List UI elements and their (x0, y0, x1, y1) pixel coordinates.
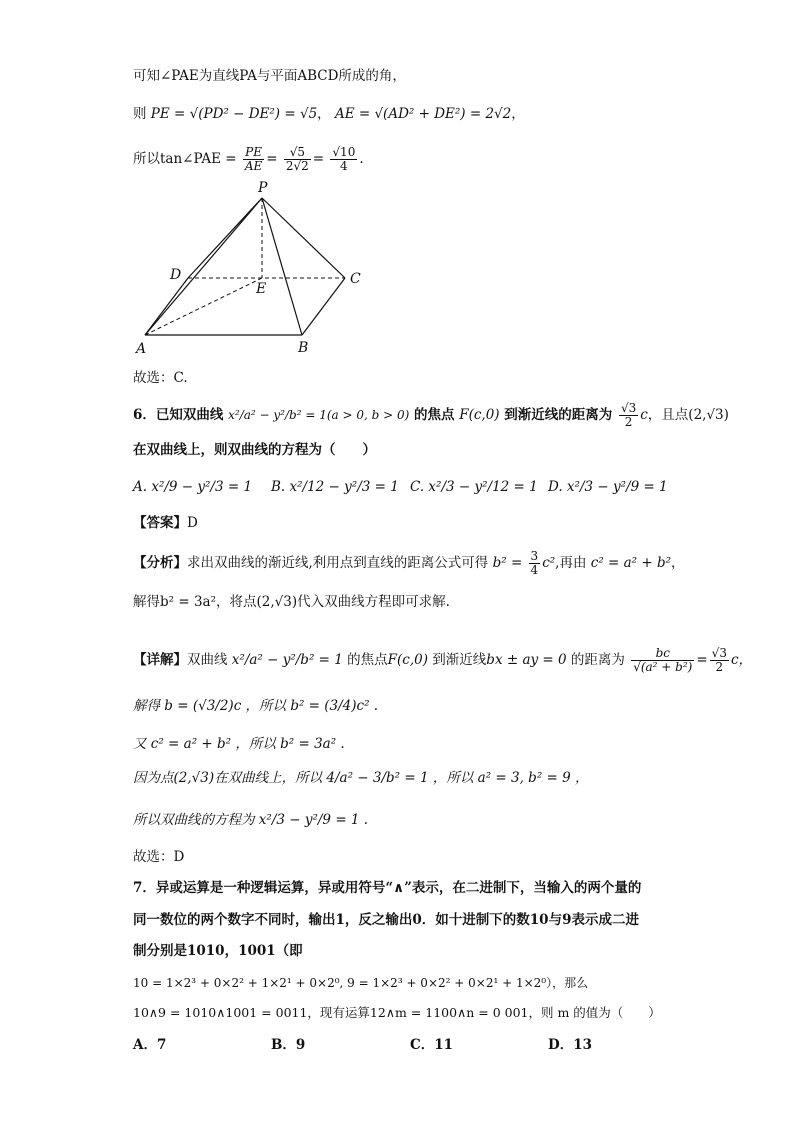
separator: ， (317, 106, 331, 122)
option-d[interactable]: D．13 (548, 1037, 592, 1053)
question-7-line-1: 7．异或运算是一种逻辑运算，异或用符号“∧”表示，在二进制下，当输入的两个量的 (133, 880, 642, 896)
q6-focus: F(c,0) (459, 407, 500, 423)
label-c: C (350, 271, 361, 287)
detail-line-1 (133, 640, 752, 680)
detail-line-5: 所以双曲线的方程为 x²/3 − y²/9 = 1 . (133, 812, 369, 828)
pe-formula: PE = √(PD² − DE²) = √5 (150, 106, 318, 122)
denominator: 2 (715, 660, 724, 674)
line-end: ， (511, 106, 525, 122)
edge-bc (302, 278, 345, 335)
text-line-tan: 所以tan∠PAE = $\frac{PE}{AE}$ = $\frac{√5}{2√2}$ = $\frac{√10}{4}$ . (133, 145, 364, 173)
numerator: √3 (711, 646, 727, 661)
analysis-comma: ， (671, 555, 685, 571)
analysis-fraction (529, 550, 541, 576)
q6-point: ，且点(2,√3) (647, 407, 729, 423)
fraction-pe-ae (243, 146, 264, 172)
numerator: √5 (284, 146, 311, 160)
question-7-line-2: 同一数位的两个数字不同时，输出1，反之输出0．如十进制下的数10与9表示成二进 (133, 912, 639, 928)
option-a[interactable]: A．7 (133, 1037, 167, 1053)
denominator: 4 (340, 159, 348, 173)
answer-tag: 【答案】 (133, 515, 187, 531)
text-line-lengths (133, 104, 525, 124)
label-b: B (298, 340, 309, 356)
detail-asymptote: bx ± ay = 0 (486, 652, 567, 668)
detail-hyperbola: 双曲线 (187, 652, 228, 668)
denominator: 2 (624, 415, 633, 429)
detail-line-4: 因为点(2,√3)在双曲线上，所以 4/a² − 3/b² = 1 ，所以 a² = 3, b² = 9 ， (133, 770, 589, 786)
analysis-relation: c² = a² + b² (590, 555, 672, 571)
q6-distance-label: 到渐近线的距离为 (504, 407, 613, 423)
option-c[interactable]: C．11 (410, 1037, 454, 1053)
denominator: 4 (530, 563, 539, 577)
detail-distance-fraction (631, 647, 694, 673)
answer-tag-line (133, 513, 198, 533)
analysis-b2: b² = (492, 555, 527, 571)
option-d[interactable]: D. x²/3 − y²/9 = 1 (548, 479, 668, 495)
detail-focus-label: 的焦点 (347, 652, 388, 668)
denominator: √(a² + b²) (633, 660, 693, 674)
fraction-root5 (284, 146, 311, 172)
q6-intro: 6．已知双曲线 (133, 407, 224, 423)
numerator: bc (631, 647, 694, 661)
label-a: A (136, 341, 147, 357)
label-p: P (258, 180, 268, 196)
text-line-angle: 可知∠PAE为直线PA与平面ABCD所成的角， (133, 68, 406, 84)
edge-pb (262, 198, 302, 335)
detail-tag: 【详解】 (133, 652, 187, 668)
analysis-then: ,再由 (555, 555, 587, 571)
fraction-root10 (330, 146, 357, 172)
q6-hyperbola-equation: x²/a² − y²/b² = 1(a > 0, b > 0) (228, 408, 410, 422)
label-e: E (256, 281, 267, 297)
edge-pa (145, 198, 262, 335)
detail-focus: F(c,0) (387, 652, 428, 668)
numerator: 3 (530, 549, 539, 564)
denominator: AE (244, 159, 263, 173)
analysis-line-1 (133, 546, 685, 580)
detail-result-fraction (710, 647, 729, 673)
option-b[interactable]: B. x²/12 − y²/3 = 1 (271, 479, 399, 495)
analysis-text: 求出双曲线的渐近线,利用点到直线的距离公式可得 (187, 555, 489, 571)
option-c[interactable]: C. x²/3 − y²/12 = 1 (410, 479, 538, 495)
q6-distance-c: c (640, 407, 648, 423)
line-end: . (359, 151, 364, 167)
detail-distance-label: 的距离为 (570, 652, 625, 668)
detail-line-2: 解得 b = (√3/2)c ，所以 b² = (3/4)c² . (133, 698, 379, 714)
detail-equation: x²/a² − y²/b² = 1 (231, 652, 343, 668)
ae-formula: AE = √(AD² + DE²) = 2√2 (334, 106, 512, 122)
numerator: PE (243, 146, 264, 160)
option-b[interactable]: B．9 (271, 1037, 306, 1053)
equals: = (696, 652, 708, 668)
analysis-c2: c² (542, 555, 556, 571)
option-a[interactable]: A. x²/9 − y²/3 = 1 (133, 479, 253, 495)
label-d: D (170, 267, 182, 283)
edge-pd (188, 198, 262, 278)
detail-result-c: c， (730, 652, 753, 668)
prefix: 则 (133, 106, 147, 122)
question-6-line-1 (133, 398, 729, 432)
detail-asymptote-label: 到渐近线 (432, 652, 487, 668)
question-7-line-4: 10 = 1×2³ + 0×2² + 1×2¹ + 0×2⁰, 9 = 1×2³ + 0×2² + 0×2¹ + 1×2⁰），那么 (133, 976, 589, 990)
question-6-options (133, 477, 673, 499)
question-7-line-5: 10∧9 = 1010∧1001 = 0011，现有运算12∧m = 1100∧n = 0 001，则 m 的值为（ ） (133, 1005, 661, 1020)
denominator: 2√2 (285, 159, 309, 173)
detail-line-3: 又 c² = a² + b² ，所以 b² = 3a² . (133, 736, 345, 752)
analysis-tag: 【分析】 (133, 555, 187, 571)
answer-line-d: 故选：D (133, 849, 185, 865)
answer-value: D (187, 515, 198, 531)
question-6-line-2: 在双曲线上，则双曲线的方程为（ ） (133, 442, 376, 458)
answer-line-c: 故选：C. (133, 370, 188, 386)
numerator: √3 (620, 401, 637, 416)
numerator: √10 (332, 145, 356, 160)
prefix: 所以tan∠PAE = (133, 151, 237, 167)
edge-pc (262, 198, 345, 278)
edge-ad (145, 278, 188, 335)
q6-focus-label: 的焦点 (414, 407, 455, 423)
question-7-options (133, 1035, 673, 1057)
segment-ae-hidden (145, 278, 262, 335)
question-7-line-3: 制分别是1010，1001（即 (133, 943, 303, 959)
analysis-line-2: 解得b² = 3a²，将点(2,√3)代入双曲线方程即可求解. (133, 594, 450, 610)
q6-distance-fraction (619, 402, 638, 428)
pyramid-figure (130, 180, 370, 360)
